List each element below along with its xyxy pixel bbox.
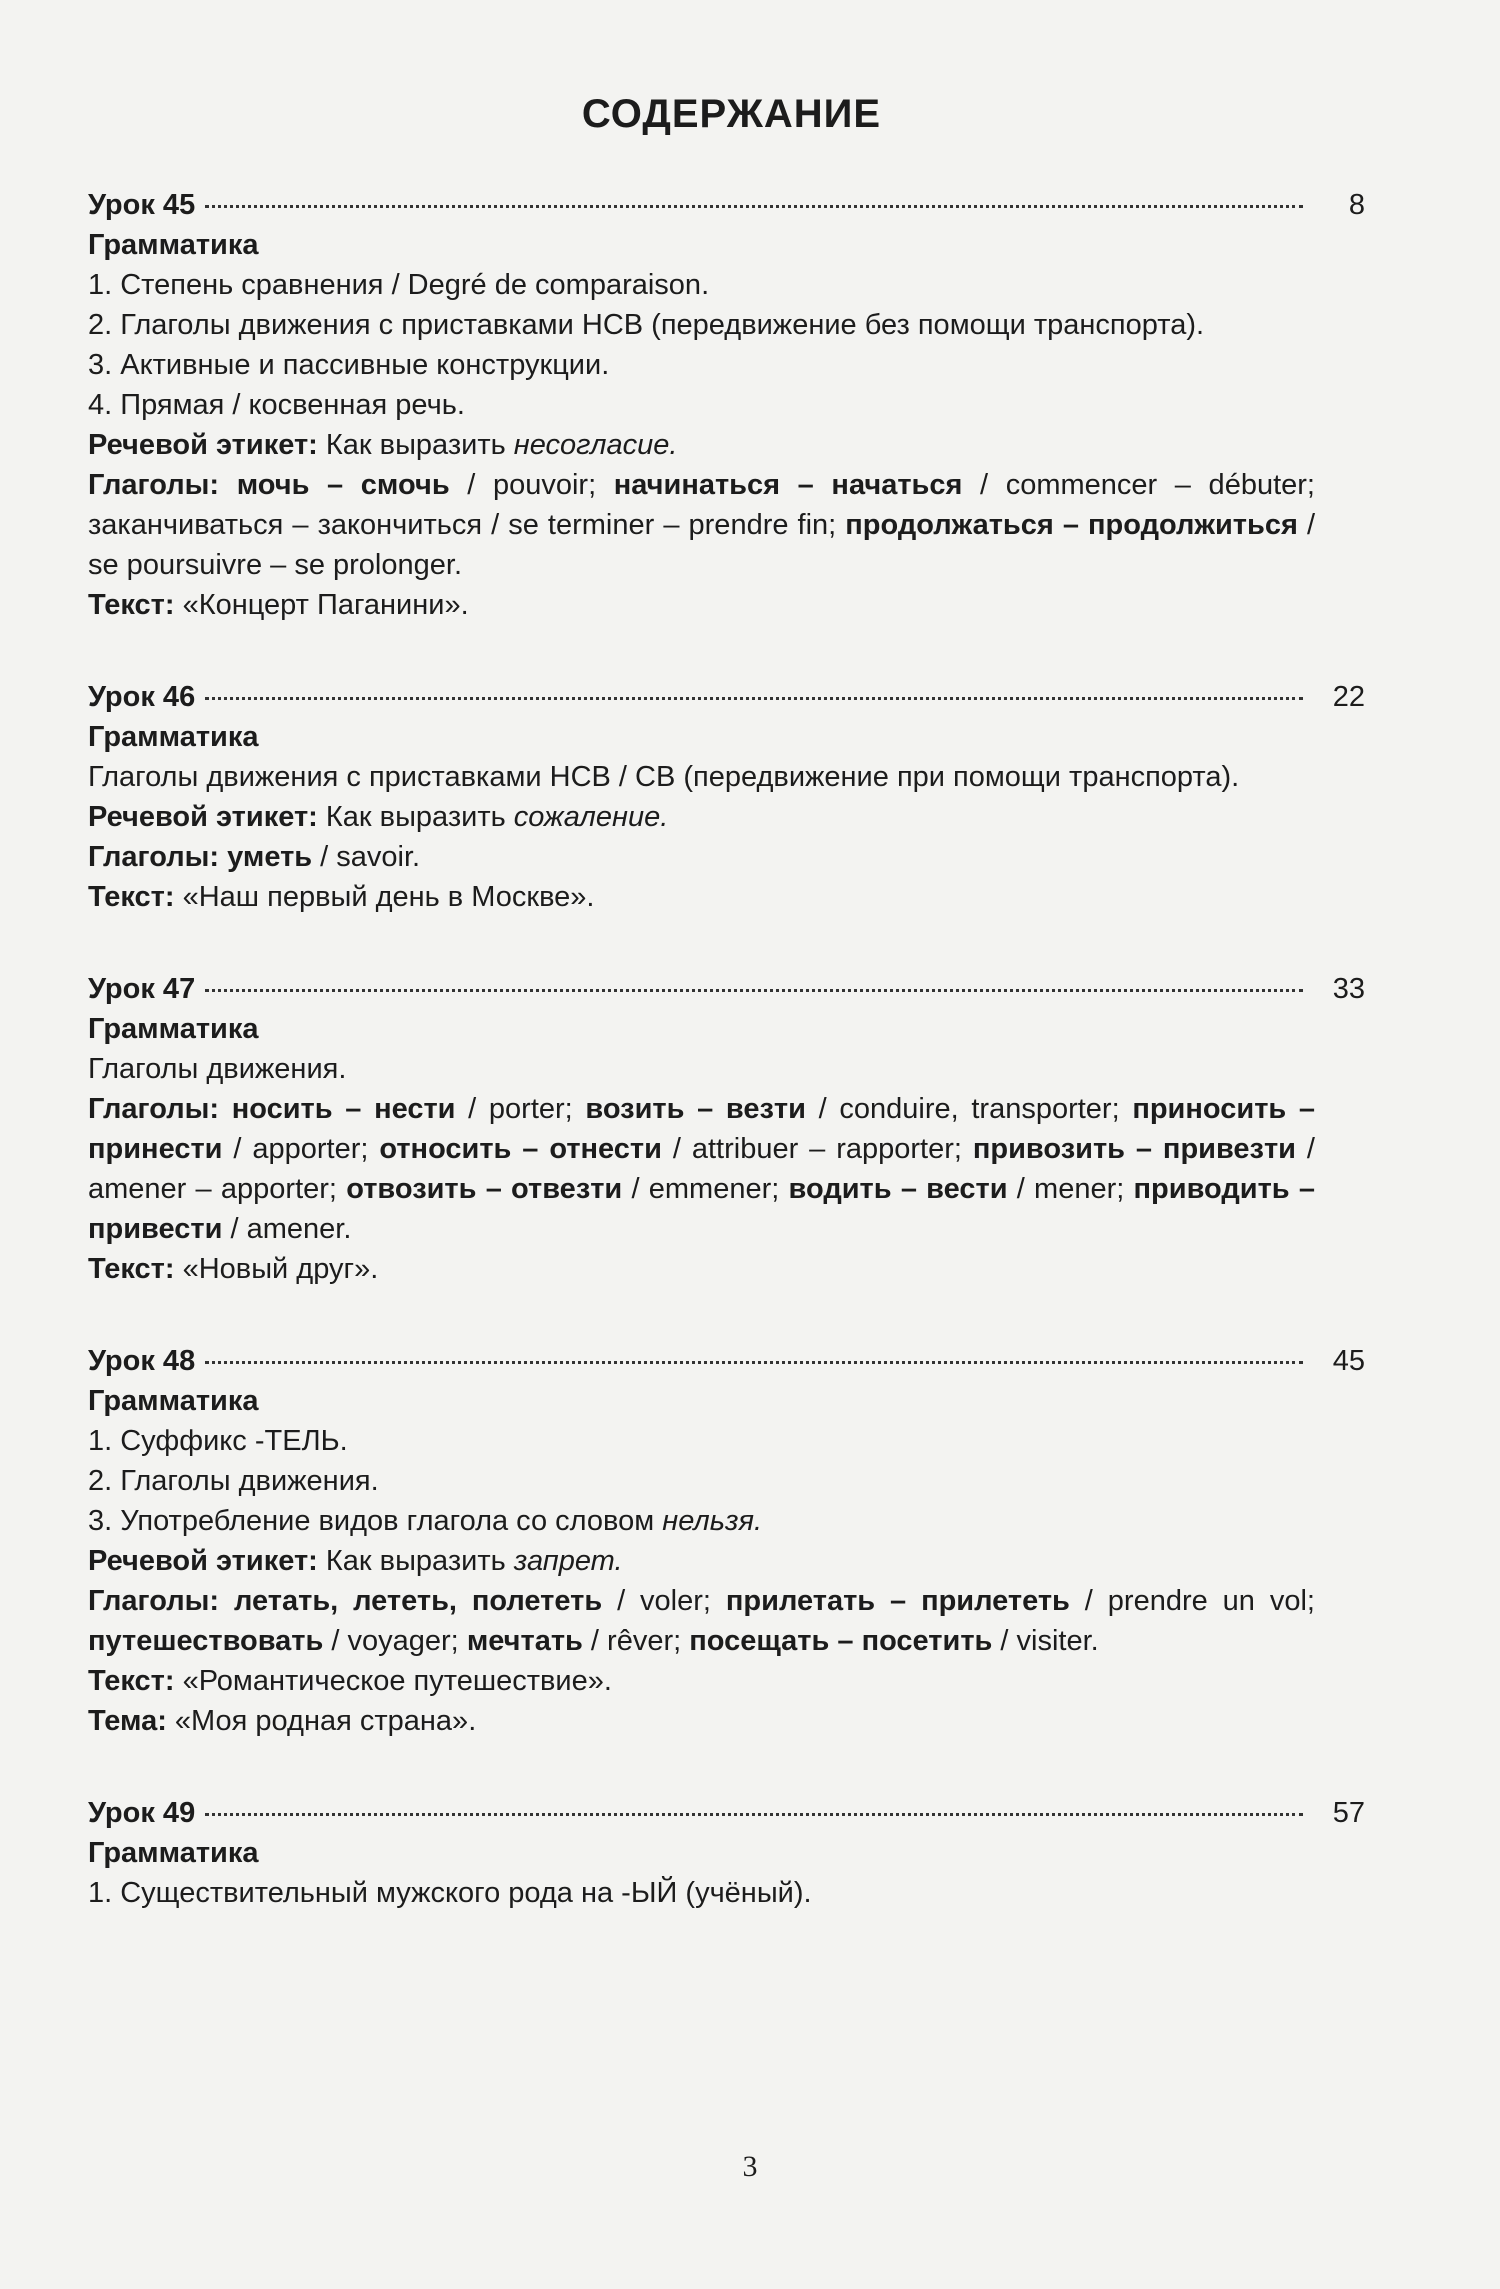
verbs-list <box>88 1581 1315 1661</box>
lesson-text <box>88 585 1315 625</box>
grammar-label: Грамматика <box>88 1013 259 1045</box>
lesson-title: Урок 46 <box>88 681 196 713</box>
text-label: Текст: <box>88 589 175 621</box>
grammar-item: 1. Существительный мужского рода на -ЫЙ (учёный). <box>88 1877 812 1909</box>
text-label: Текст: <box>88 1253 175 1285</box>
verb-translation: / prendre un vol; <box>1069 1585 1315 1617</box>
etiquette-emphasis: запрет. <box>513 1545 623 1577</box>
grammar-label: Грамматика <box>88 721 259 753</box>
lesson-heading-row[interactable] <box>88 185 1365 225</box>
leader-dots <box>205 1361 1303 1364</box>
verb-translation: / mener; <box>1007 1173 1134 1205</box>
text-label: Текст: <box>88 1665 175 1697</box>
verb-translation: / attribuer – rapporter; <box>661 1133 973 1165</box>
leader-dots <box>205 1813 1303 1816</box>
verb-translation: / pouvoir; <box>449 469 614 501</box>
text-value: «Наш первый день в Москве». <box>174 881 595 913</box>
lesson-page-number: 45 <box>1332 1345 1365 1377</box>
grammar-item: 4. Прямая / косвенная речь. <box>88 389 465 421</box>
verb-pair: мечтать <box>466 1625 583 1657</box>
verb-translation: / apporter; <box>222 1133 380 1165</box>
theme-label: Тема: <box>88 1705 167 1737</box>
speech-etiquette <box>88 425 1315 465</box>
verb-translation: / savoir. <box>312 841 421 873</box>
verb-pair: привозить – привезти <box>972 1133 1297 1165</box>
verb-pair: продолжаться – продолжиться <box>845 509 1298 541</box>
verb-pair: относить – отнести <box>379 1133 662 1165</box>
verb-translation: / se poursuivre – se prolonger. <box>88 509 1316 581</box>
verb-translation: / commencer – débuter; заканчиваться – закончиться / se terminer – prendre fin; <box>88 469 1315 541</box>
lesson-page-number: 57 <box>1332 1797 1365 1829</box>
verb-translation: / visiter. <box>992 1625 1099 1657</box>
lesson-page-number: 22 <box>1332 681 1365 713</box>
lesson-text <box>88 1661 1315 1701</box>
lesson-entry <box>88 1341 1365 1741</box>
verb-pair: Глаголы: уметь <box>88 841 313 873</box>
lesson-page-number: 33 <box>1332 973 1365 1005</box>
grammar-item: 2. Глаголы движения с приставками НСВ (передвижение без помощи транспорта). <box>88 309 1205 341</box>
text-value: «Новый друг». <box>174 1253 379 1285</box>
verbs-list <box>88 1089 1315 1249</box>
verbs-list <box>88 837 1315 877</box>
verb-translation: / voyager; <box>323 1625 467 1657</box>
etiquette-emphasis: сожаление. <box>513 801 669 833</box>
page-number: 3 <box>742 2150 758 2183</box>
verb-pair: Глаголы: летать, лететь, полететь <box>88 1585 603 1617</box>
lesson-text <box>88 1249 1315 1289</box>
etiquette-label: Речевой этикет: <box>88 801 318 833</box>
lesson-entry <box>88 969 1365 1289</box>
text-label: Текст: <box>88 881 175 913</box>
lesson-heading-row[interactable] <box>88 1341 1365 1381</box>
verb-translation: / voler; <box>602 1585 726 1617</box>
text-value: «Романтическое путешествие». <box>174 1665 612 1697</box>
table-of-contents <box>88 185 1365 1913</box>
lesson-page-number: 8 <box>1348 189 1365 221</box>
verbs-list <box>88 465 1315 585</box>
grammar-item: 1. Суффикс -ТЕЛЬ. <box>88 1425 348 1457</box>
verb-pair: отвозить – отвезти <box>346 1173 623 1205</box>
grammar-item: 1. Степень сравнения / Degré de comparaison. <box>88 269 710 301</box>
speech-etiquette <box>88 1541 1315 1581</box>
verb-pair: приносить – принести <box>88 1093 1316 1165</box>
lesson-entry <box>88 1793 1365 1913</box>
verb-translation: / amener. <box>222 1213 352 1245</box>
verb-pair: путешествовать <box>88 1625 324 1657</box>
verb-translation: / rêver; <box>582 1625 690 1657</box>
theme-value: «Моя родная страна». <box>166 1705 477 1737</box>
lesson-title: Урок 47 <box>88 973 196 1005</box>
lesson-heading-row[interactable] <box>88 1793 1365 1833</box>
lesson-heading-row[interactable] <box>88 677 1365 717</box>
etiquette-text: Как выразить <box>325 1545 514 1577</box>
verb-pair: прилетать – прилететь <box>725 1585 1070 1617</box>
text-value: «Концерт Паганини». <box>174 589 469 621</box>
lesson-entry <box>88 677 1365 917</box>
grammar-label: Грамматика <box>88 1837 259 1869</box>
speech-etiquette <box>88 797 1315 837</box>
lesson-heading-row[interactable] <box>88 969 1365 1009</box>
etiquette-text: Как выразить <box>325 429 514 461</box>
lesson-title: Урок 48 <box>88 1345 196 1377</box>
verb-pair: возить – везти <box>585 1093 806 1125</box>
grammar-item: 2. Глаголы движения. <box>88 1465 379 1497</box>
grammar-label: Грамматика <box>88 229 259 261</box>
verb-pair: посещать – посетить <box>689 1625 993 1657</box>
lesson-entry <box>88 185 1365 625</box>
lesson-text <box>88 877 1315 917</box>
etiquette-emphasis: несогласие. <box>513 429 678 461</box>
leader-dots <box>205 697 1303 700</box>
verb-translation: / amener – apporter; <box>88 1133 1315 1205</box>
lesson-title: Урок 45 <box>88 189 196 221</box>
grammar-item-emphasis: нельзя. <box>662 1505 763 1537</box>
grammar-item: Глаголы движения с приставками НСВ / СВ (передвижение при помощи транспорта). <box>88 761 1240 793</box>
verb-pair: начинаться – начаться <box>613 469 963 501</box>
verb-translation: / conduire, transporter; <box>805 1093 1133 1125</box>
grammar-label: Грамматика <box>88 1385 259 1417</box>
page-title: СОДЕРЖАНИЕ <box>581 92 882 136</box>
verb-pair: Глаголы: носить – нести <box>88 1093 456 1125</box>
verb-pair: водить – вести <box>788 1173 1008 1205</box>
grammar-item <box>88 1501 1315 1541</box>
leader-dots <box>205 989 1303 992</box>
verb-pair: приводить – привести <box>88 1173 1315 1245</box>
verb-pair: Глаголы: мочь – смочь <box>88 469 450 501</box>
lesson-theme <box>88 1701 1315 1741</box>
leader-dots <box>205 205 1303 208</box>
grammar-item-text: 3. Употребление видов глагола со словом <box>88 1505 663 1537</box>
etiquette-text: Как выразить <box>325 801 514 833</box>
lesson-title: Урок 49 <box>88 1797 196 1829</box>
grammar-item: Глаголы движения. <box>88 1053 347 1085</box>
grammar-item: 3. Активные и пассивные конструкции. <box>88 349 610 381</box>
etiquette-label: Речевой этикет: <box>88 429 318 461</box>
verb-translation: / emmener; <box>622 1173 789 1205</box>
verb-translation: / porter; <box>455 1093 586 1125</box>
etiquette-label: Речевой этикет: <box>88 1545 318 1577</box>
